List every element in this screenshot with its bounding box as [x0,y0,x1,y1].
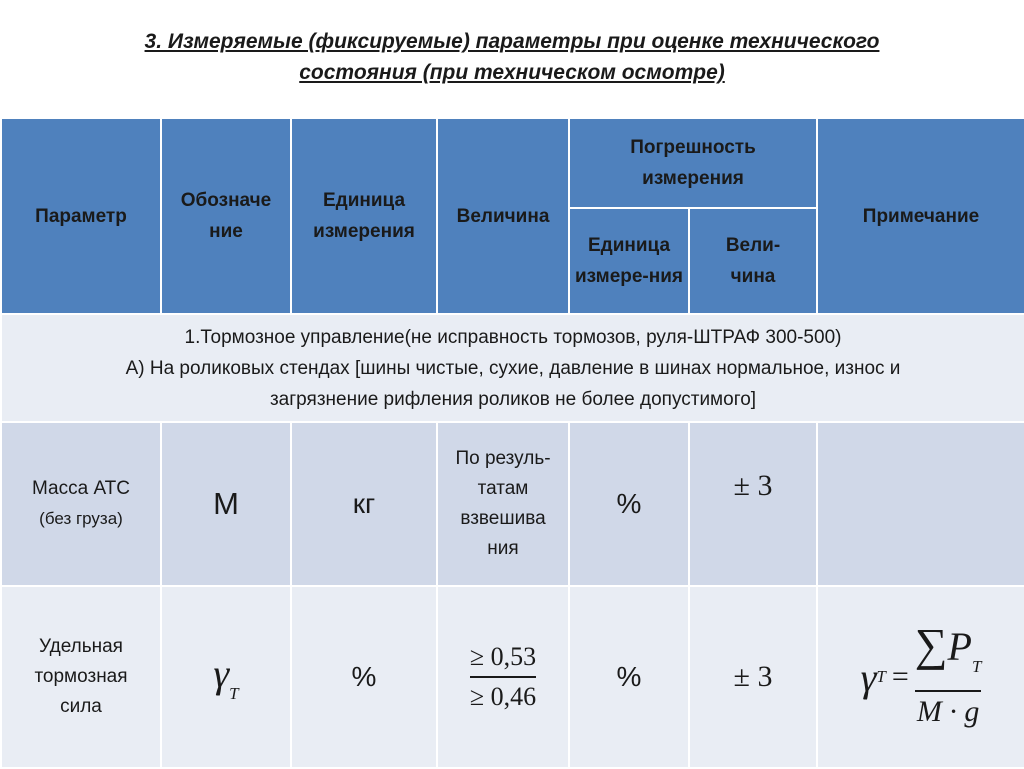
row-unit: % [291,586,437,768]
formula-denominator: M · g [916,695,980,728]
parameters-table [0,117,1024,769]
fraction-bar [470,676,536,678]
row-parameter-note: (без груза) [39,509,123,528]
sigma-symbol: ∑ [914,619,948,670]
row-note [817,586,1024,768]
title-line-1: 3. Измеряемые (фиксируемые) параметры при оценке технического [144,30,880,53]
gamma-symbol: γ [213,651,230,696]
section-row [1,314,1024,422]
section-text [1,314,1024,422]
formula-gamma: γ [860,654,877,700]
value-fraction [470,640,536,714]
brake-force-formula [860,619,982,732]
row-error-value: ± 3 [689,586,817,768]
formula-p: P [947,624,972,669]
section-line-3: загрязнение рифления роликов не более допустимого] [269,388,757,410]
row-parameter: Удельная тормозная сила [1,586,161,768]
formula-numerator [914,619,982,690]
row-value: По резуль-татам взвешива ния [437,422,569,586]
header-value: Величина [437,118,569,314]
header-designation: Обозначе ние [161,118,291,314]
row-note [817,422,1024,586]
row-designation: М [161,422,291,586]
section-line-2: А) На роликовых стендах [шины чистые, сухие, давление в шинах нормальное, износ и [125,357,901,379]
header-parameter: Параметр [1,118,161,314]
row-error-unit: % [569,422,689,586]
table-row [1,422,1024,586]
title-line-2: состояния (при техническом осмотре) [299,61,725,84]
header-error-value: Вели-чина [689,208,817,314]
header-error-unit: Единица измере-ния [569,208,689,314]
row-parameter [1,422,161,586]
formula-p-subscript: T [971,657,982,676]
table-row [1,586,1024,768]
value-bottom: ≥ 0,46 [469,682,537,711]
row-error-unit: % [569,586,689,768]
header-unit: Единица измерения [291,118,437,314]
section-line-1: 1.Тормозное управление(не исправность тормозов, руля-ШТРАФ 300-500) [184,326,842,348]
row-designation [161,586,291,768]
row-unit: кг [291,422,437,586]
formula-gamma-subscript: T [876,667,886,686]
value-top: ≥ 0,53 [469,642,537,671]
gamma-subscript: T [229,684,239,703]
header-note: Примечание [817,118,1024,314]
formula-equals: = [891,660,909,693]
header-row [1,118,1024,208]
row-parameter-label: Масса АТС [32,478,130,499]
formula-fraction [914,619,982,732]
row-error-value: ± 3 [689,422,817,586]
slide-title [0,26,1024,88]
header-error: Погрешность измерения [569,118,817,208]
row-value [437,586,569,768]
